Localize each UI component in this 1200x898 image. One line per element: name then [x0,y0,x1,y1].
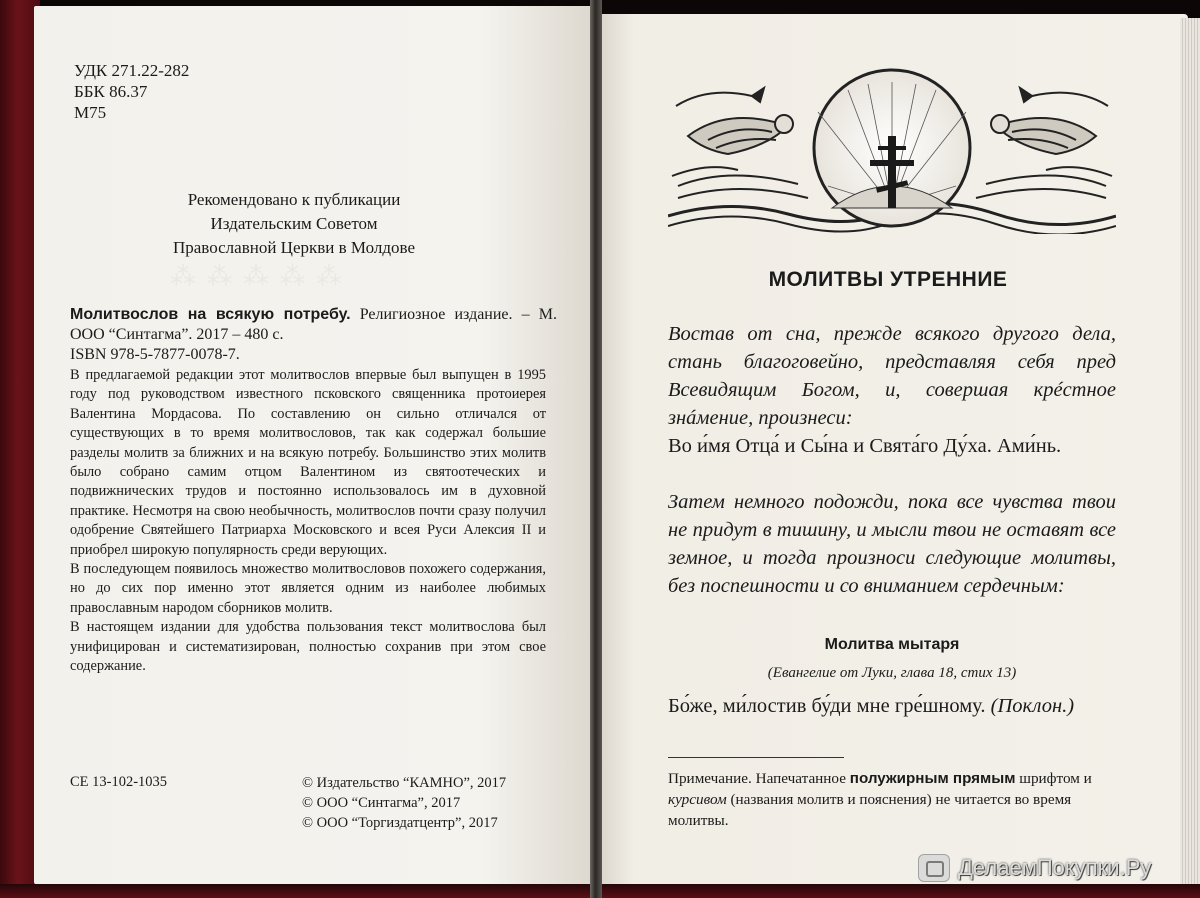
note-italic-sample: курсивом [668,791,727,808]
book-title: Молитвослов на всякую потребу. [70,306,351,323]
copyright-line: © Издательство “КАМНО”, 2017 [302,775,507,791]
udk-code: УДК 271.22-282 [74,61,190,80]
prayer-title: Молитва мытаря [824,636,960,653]
recommend-line: Православной Церкви в Молдове [172,238,415,257]
bbk-code: ББК 86.37 [74,82,148,101]
annotation-paragraph: В последующем появилось множество молитвословов похожего содержания, но до сих пор именно этот является одним из наиболее любимых православным народом сборников молитв. [70,561,546,616]
note-end: (названия молитв и пояснения) не читается во время молитвы. [668,791,1072,829]
prayer-reference: (Евангелие от Луки, глава 18, стих 13) [767,665,1017,681]
recommendation-block [64,188,524,260]
bibliographic-entry [70,305,557,365]
annotation-paragraph: В предлагаемой редакции этот молитвослов впервые был выпущен в 1995 году под руководством известного псковского священника протоиерея Валентина Мордасова. По составлению он сильно отличался от существующих в то время молитвословов, так как содержал большие разделы молитв за ближних и на всякую потребу. Большинство этих молитв было собрано самим отцом Валентином из святоотеческих и подвижнических трудов и постоянно использовалось им в духовной практике. Несмотря на свою необычность, молитвослов почти сразу получил одобрение Святейшего Патриарха Московского и всея Руси Алексия II и приобрел широкую популярность среди верующих. [70,367,546,558]
section-heading: МОЛИТВЫ УТРЕННИЕ [768,268,1008,291]
footnote-rule [668,757,844,758]
publication-code: СЕ 13-102-1035 [70,774,168,790]
isbn: ISBN 978-5-7877-0078-7. [70,346,240,363]
watermark-logo-icon [918,854,950,882]
biblio-details: Религиозное издание. – М. ООО “Синтагма”. 2017 – 480 с. [70,306,557,343]
invocation-text: Во и́мя Отца́ и Сы́на и Свята́го Ду́ха. Ами́нь. [668,435,1062,457]
book-gutter [590,0,602,898]
intro-instruction: Востав от сна, прежде всякого другого дела, стань благоговейно, представляя себя пред Всевидящим Богом, и, совершая крéстное знáмение, произнеси: [668,323,1116,429]
note-prefix: Примечание. Напечатанное [668,770,850,787]
prayer-text: Бо́же, ми́лостив бу́ди мне гре́шному. [668,695,986,717]
ornament-headpiece-icon [668,66,1116,234]
watermark-text: ДелаемПокупки.Ру [958,855,1152,880]
note-middle: шрифтом и [1015,770,1092,787]
recommend-line: Рекомендовано к публикации [187,190,401,209]
page-fore-edge [1180,18,1200,884]
footnote [668,768,1116,831]
note-bold-sample: полужирным прямым [849,770,1016,787]
prayer-bow-note: (Поклон.) [990,695,1075,717]
author-mark: М75 [74,103,107,122]
bleed-through-ghost: ⁂ ⁂ ⁂ ⁂ ⁂ [170,262,344,291]
prayer-text-block [668,692,1116,720]
recommend-line: Издательским Советом [210,214,378,233]
annotation-paragraph: В настоящем издании для удобства пользования текст молитвослова был унифицирован и систематизирован, полностью сохранив при этом свое содержание. [70,619,546,675]
preparation-instruction: Затем немного подожди, пока все чувства твои не придут в тишину, и мысли твои не оставят все земное, и тогда произноси следующие молитвы, без поспешности и со вниманием сердечным: [668,491,1116,597]
copyright-line: © ООО “Синтагма”, 2017 [302,795,461,811]
annotation-text [70,366,546,677]
copyright-block [302,773,506,833]
copyright-line: © ООО “Торгиздатцентр”, 2017 [302,815,498,831]
site-watermark [918,850,1190,886]
catalog-codes [74,60,189,123]
